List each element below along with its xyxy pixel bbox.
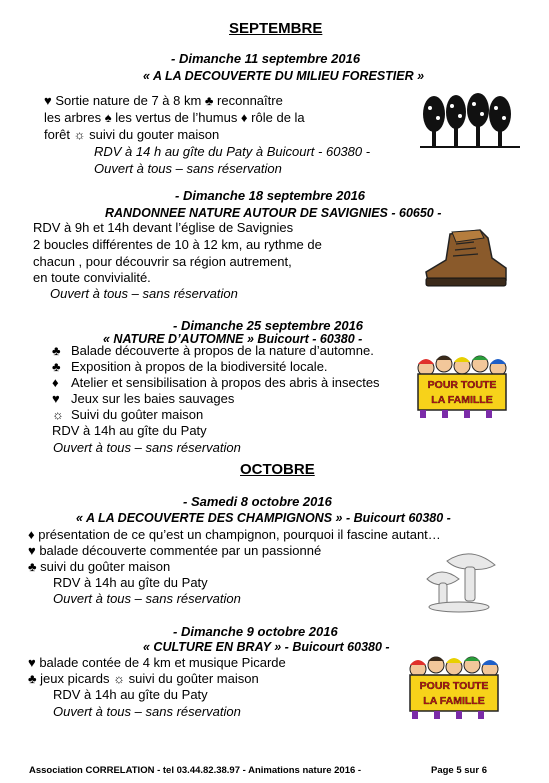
event-line: forêt ☼ suivi du gouter maison bbox=[44, 127, 220, 142]
trees-illustration bbox=[420, 92, 520, 150]
bullet-symbol: ♥ bbox=[52, 391, 60, 406]
bullet-symbol: ♣ bbox=[52, 359, 61, 374]
bullet-symbol: ♦ bbox=[52, 375, 59, 390]
event-open: Ouvert à tous – sans réservation bbox=[53, 704, 241, 719]
event-line: ♦ présentation de ce qu’est un champignon, pourquoi il fascine autant… bbox=[28, 527, 441, 542]
event-date: - Dimanche 11 septembre 2016 bbox=[171, 51, 361, 66]
event-open: Ouvert à tous – sans réservation bbox=[53, 440, 241, 455]
event-date: - Dimanche 25 septembre 2016 bbox=[173, 318, 364, 333]
event-title: « A LA DECOUVERTE DU MILIEU FORESTIER » bbox=[143, 69, 425, 83]
page-number: Page 5 sur 6 bbox=[431, 765, 487, 776]
event-date: - Dimanche 18 septembre 2016 bbox=[175, 188, 366, 203]
event-open: Ouvert à tous – sans réservation bbox=[50, 286, 238, 301]
event-open: Ouvert à tous – sans réservation bbox=[53, 591, 241, 606]
activity-item: Exposition à propos de la biodiversité locale. bbox=[71, 359, 328, 374]
event-title: « NATURE D’AUTOMNE » Buicourt - 60380 - bbox=[103, 332, 363, 346]
bullet-symbol: ☼ bbox=[52, 407, 64, 422]
hiking-boot-illustration bbox=[422, 228, 508, 290]
event-line: ♥ Sortie nature de 7 à 8 km ♣ reconnaître bbox=[44, 93, 283, 108]
event-line: 2 boucles différentes de 10 à 12 km, au rythme de bbox=[33, 237, 322, 252]
bullet-symbol: ♣ bbox=[52, 343, 61, 358]
event-line: en toute convivialité. bbox=[33, 270, 151, 285]
event-line: les arbres ♠ les vertus de l’humus ♦ rôle de la bbox=[44, 110, 305, 125]
event-line: ♥ balade contée de 4 km et musique Picarde bbox=[28, 655, 286, 670]
event-rdv: RDV à 14h au gîte du Paty bbox=[53, 575, 208, 590]
event-rdv: RDV à 14h au gîte du Paty bbox=[53, 687, 208, 702]
event-line: ♣ jeux picards ☼ suivi du goûter maison bbox=[28, 671, 259, 686]
family-badge-illustration bbox=[404, 653, 504, 719]
event-title: « A LA DECOUVERTE DES CHAMPIGNONS » - Buicourt 60380 - bbox=[76, 511, 451, 525]
event-title: RANDONNEE NATURE AUTOUR DE SAVIGNIES - 60650 - bbox=[105, 206, 442, 220]
event-title: « CULTURE EN BRAY » - Buicourt 60380 - bbox=[143, 640, 390, 654]
event-rdv: RDV à 14h au gîte du Paty bbox=[52, 423, 207, 438]
activity-item: Atelier et sensibilisation à propos des abris à insectes bbox=[71, 375, 380, 390]
event-line: ♥ balade découverte commentée par un passionné bbox=[28, 543, 322, 558]
event-date: - Samedi 8 octobre 2016 bbox=[183, 494, 332, 509]
event-line: ♣ suivi du goûter maison bbox=[28, 559, 171, 574]
month-heading-october: OCTOBRE bbox=[240, 461, 315, 478]
mushroom-illustration bbox=[425, 545, 501, 615]
month-heading-september: SEPTEMBRE bbox=[229, 20, 323, 37]
footer-text: Association CORRELATION - tel 03.44.82.38.97 - Animations nature 2016 - bbox=[29, 765, 362, 776]
event-line: chacun , pour découvrir sa région autrement, bbox=[33, 254, 292, 269]
event-open: Ouvert à tous – sans réservation bbox=[94, 161, 282, 176]
badge-line-2: LA FAMILLE bbox=[431, 394, 493, 406]
activity-item: Jeux sur les baies sauvages bbox=[71, 391, 235, 406]
badge-line-2: LA FAMILLE bbox=[423, 695, 485, 707]
activity-item: Suivi du goûter maison bbox=[71, 407, 204, 422]
event-rdv: RDV à 14 h au gîte du Paty à Buicourt - 60380 - bbox=[94, 144, 371, 159]
event-date: - Dimanche 9 octobre 2016 bbox=[173, 624, 338, 639]
event-line: RDV à 9h et 14h devant l’église de Savignies bbox=[33, 220, 294, 235]
badge-line-1: POUR TOUTE bbox=[419, 680, 489, 692]
family-badge-illustration bbox=[412, 352, 512, 418]
badge-line-1: POUR TOUTE bbox=[427, 379, 497, 391]
activity-item: Balade découverte à propos de la nature d’automne. bbox=[71, 343, 374, 358]
